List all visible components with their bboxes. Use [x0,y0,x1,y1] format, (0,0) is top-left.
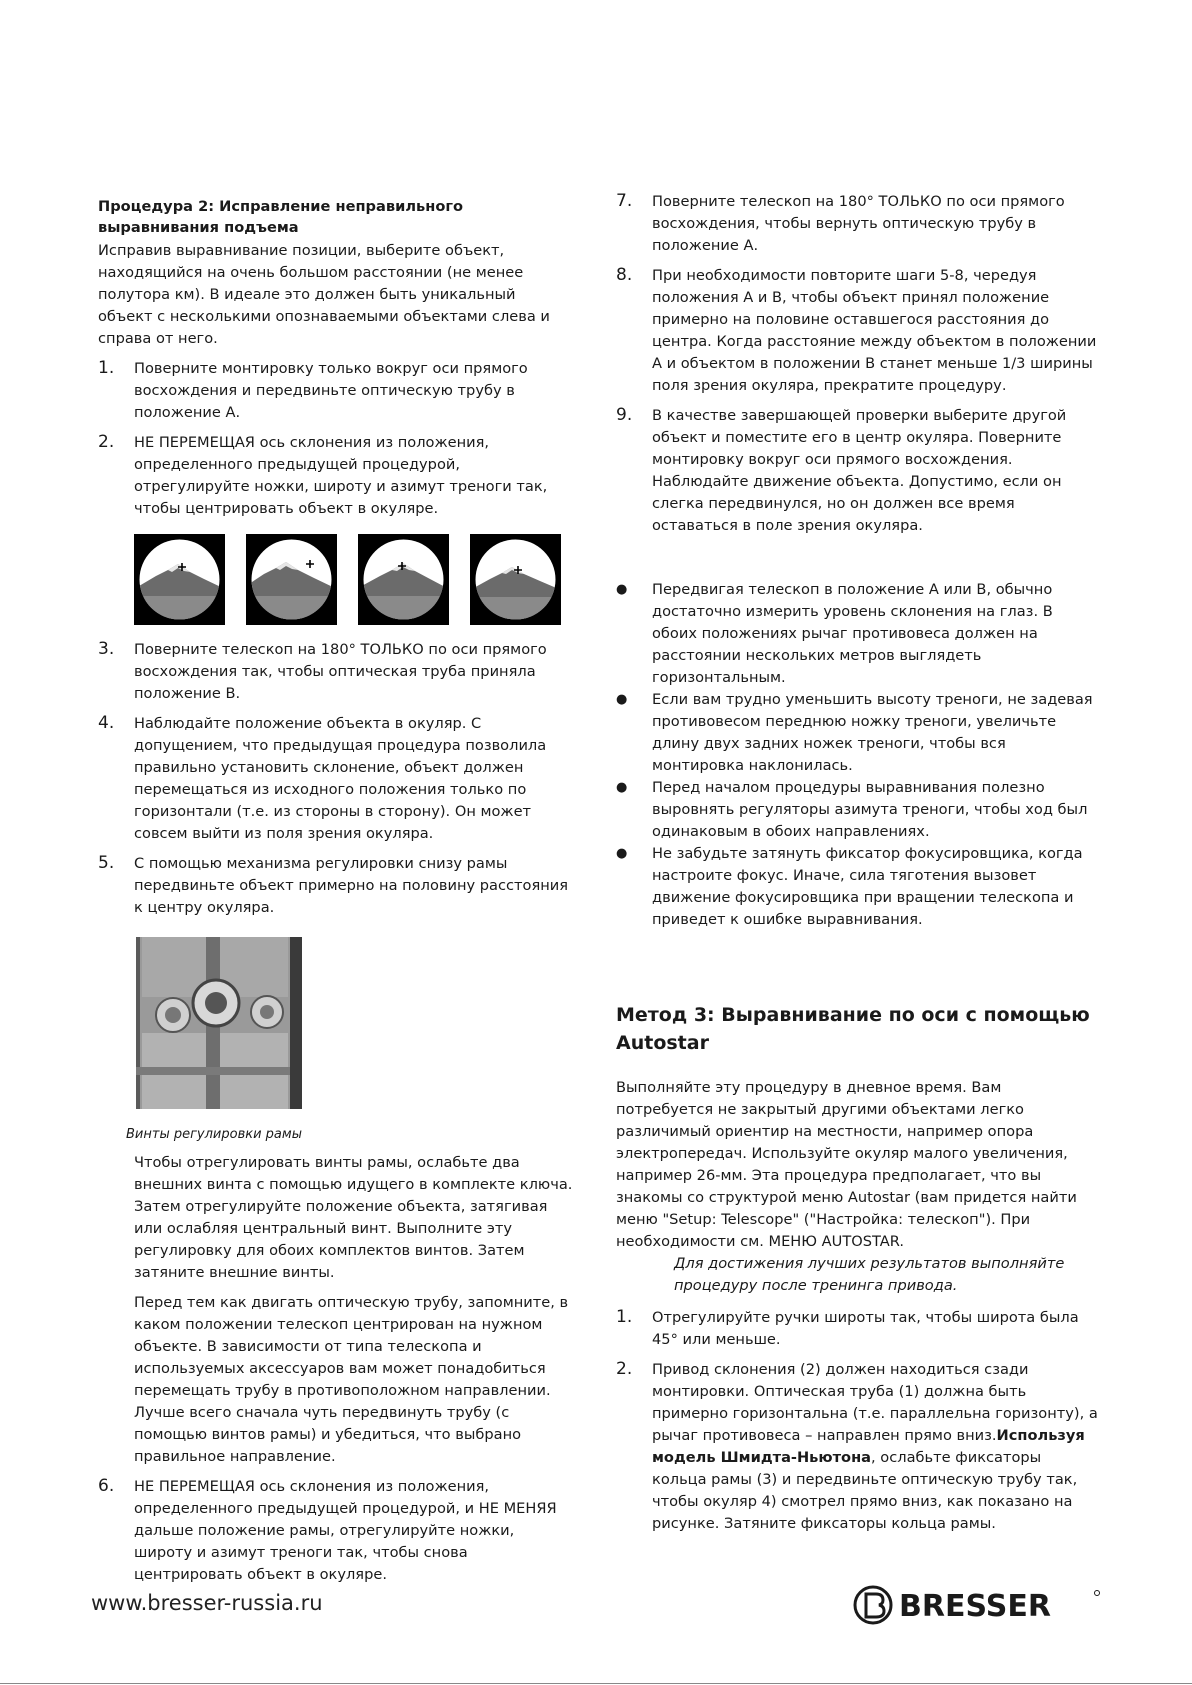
tip-text: Если вам трудно уменьшить высоту треноги, не задевая противовесом переднюю ножку треноги, увеличьте длину двух задних ножек треноги, чтобы вся монтировка наклонилась. [652,691,1093,774]
step-text: Поверните телескоп на 180° ТОЛЬКО по оси прямого восхождения, чтобы вернуть оптическую трубу в положение А. [652,193,1065,254]
method-intro: Выполняйте эту процедуру в дневное время. Вам потребуется не закрытый другими объектами легко различимый ориентир на местности, например опора электропередач. Используйте окуляр малого увеличения, например 26-мм. Эта процедура предполагает, что вы знакомы со структурой меню Autostar (вам придется найти меню "Setup: Telescope" ("Настройка: телескоп"). При необходимости см. МЕНЮ AUTOSTAR. [616,1079,1077,1250]
method-step-2 [616,1359,1100,1535]
step-text: С помощью механизма регулировки снизу рамы передвиньте объект примерно на половину расстояния к центру окуляра. [134,855,569,916]
step-7 [616,191,1100,257]
step-6 [98,1476,574,1586]
tip-2 [616,689,1100,777]
step-2 [98,432,574,520]
step-text: Поверните монтировку только вокруг оси прямого восхождения и передвиньте оптическую трубу в положение А. [134,360,528,421]
step-number: 2. [616,1359,633,1379]
step-text: Отрегулируйте ручки широты так, чтобы широта была 45° или меньше. [652,1309,1079,1348]
bullet-icon: ● [616,692,628,707]
bullet-icon: ● [616,846,628,861]
step-text: При необходимости повторите шаги 5-8, чередуя положения А и В, чтобы объект принял положение примерно на половине оставшегося расстояния до центра. Когда расстояние между объектом в положении А и объектом в положении В станет меньше 1/3 ширины поля зрения окуляра, прекратите процедуру. [652,267,1097,394]
direction-paragraph: Перед тем как двигать оптическую трубу, запомните, в каком положении телескоп центрирован на нужном объекте. В зависимости от типа телескопа и используемых аксессуаров вам может понадобиться перемещать трубу в противоположном направлении. Лучше всего сначала чуть передвинуть трубу (с помощью винтов рамы) и убедиться, что выбрано правильное направление. [134,1294,569,1465]
step-text: Поверните телескоп на 180° ТОЛЬКО по оси прямого восхождения так, чтобы оптическая труба приняла положение В. [134,641,547,702]
step-4 [98,713,574,845]
step-number: 6. [98,1476,115,1496]
tip-text: Не забудьте затянуть фиксатор фокусировщика, когда настроите фокус. Иначе, сила тяготения вызовет движение фокусировщика при вращении телескопа и приведет к ошибке выравнивания. [652,845,1083,928]
step-text: НЕ ПЕРЕМЕЩАЯ ось склонения из положения, определенного предыдущей процедурой, отрегулируйте ножки, широту и азимут треноги так, чтобы центрировать объект в окуляре. [134,434,548,517]
step-text-part: , ослабьте фиксаторы кольца рамы (3) и передвиньте оптическую трубу так, чтобы окуляр 4) смотрел прямо вниз, как показано на рисунке. Затяните фиксаторы кольца рамы. [652,1449,1078,1532]
method-heading: Метод 3: Выравнивание по оси с помощью Autostar [616,1004,1090,1054]
page-edge-line [0,1683,1192,1684]
eyepiece-view-4 [470,534,561,625]
step-1 [98,358,574,424]
step-3 [98,639,574,705]
step-text: Наблюдайте положение объекта в окуляр. С допущением, что предыдущая процедура позволила правильно установить склонение, объект должен перемещаться из исходного положения только по горизонтали (т.е. из стороны в сторону). Он может совсем выйти из поля зрения окуляра. [134,715,547,842]
eyepiece-views-figure [134,534,574,625]
step-text [652,1361,1098,1532]
step-number: 4. [98,713,115,733]
tip-4 [616,843,1100,931]
photo-caption: Винты регулировки рамы [126,1127,302,1142]
procedure-heading: Процедура 2: Исправление неправильного выравнивания подъема [98,198,463,236]
tip-3 [616,777,1100,843]
step-number: 1. [98,358,115,378]
tip-1 [616,579,1100,689]
intro-paragraph: Исправив выравнивание позиции, выберите объект, находящийся на очень большом расстоянии (не менее полутора км). В идеале это должен быть уникальный объект с несколькими опознаваемыми объектами слева и справа от него. [98,242,550,347]
step-5 [98,853,574,919]
left-column [98,196,574,1594]
method-note: Для достижения лучших результатов выполняйте процедуру после тренинга привода. [674,1255,1065,1294]
step-number: 7. [616,191,633,211]
frame-screws-photo [136,937,302,1109]
eyepiece-view-3 [358,534,449,625]
step-number: 1. [616,1307,633,1327]
step-text-bold: Используя модель Шмидта-Ньютона [652,1427,1085,1466]
screws-paragraph: Чтобы отрегулировать винты рамы, ослабьте два внешних винта с помощью идущего в комплекте ключа. Затем отрегулируйте положение объекта, затягивая или ослабляя центральный винт. Выполните эту регулировку для обоих комплектов винтов. Затем затяните внешние винты. [134,1154,573,1281]
bresser-logo [853,1584,1103,1633]
step-9 [616,405,1100,537]
step-text: В качестве завершающей проверки выберите другой объект и поместите его в центр окуляра. Поверните монтировку вокруг оси прямого восхождения. Наблюдайте движение объекта. Допустимо, если он слегка передвинулся, но он должен все время оставаться в поле зрения окуляра. [652,407,1067,534]
bullet-icon: ● [616,582,628,597]
step-number: 9. [616,405,633,425]
step-number: 2. [98,432,115,452]
step-text-part: Привод склонения (2) должен находиться сзади монтировки. Оптическая труба (1) должна быть примерно горизонтальна (т.е. параллельна горизонту), а рычаг противовеса – направлен прямо вниз. [652,1361,1098,1444]
tip-text: Передвигая телескоп в положение А или В, обычно достаточно измерить уровень склонения на глаз. В обоих положениях рычаг противовеса должен на расстоянии нескольких метров выглядеть горизонтальным. [652,581,1053,686]
step-number: 5. [98,853,115,873]
brand-wordmark: BRESSER [899,1589,1051,1624]
bresser-logo-mark [853,1584,1103,1626]
eyepiece-view-2 [246,534,337,625]
footer-website: www.bresser-russia.ru [91,1591,323,1615]
method-step-1 [616,1307,1100,1351]
eyepiece-view-1 [134,534,225,625]
step-number: 8. [616,265,633,285]
bullet-icon: ● [616,780,628,795]
step-text: НЕ ПЕРЕМЕЩАЯ ось склонения из положения, определенного предыдущей процедурой, и НЕ МЕНЯЯ дальше положение рамы, отрегулируйте ножки, широту и азимут треноги так, чтобы снова центрировать объект в окуляре. [134,1478,557,1583]
right-column [616,191,1100,1543]
step-8 [616,265,1100,397]
tip-text: Перед началом процедуры выравнивания полезно выровнять регуляторы азимута треноги, чтобы ход был одинаковым в обоих направлениях. [652,779,1088,840]
step-number: 3. [98,639,115,659]
